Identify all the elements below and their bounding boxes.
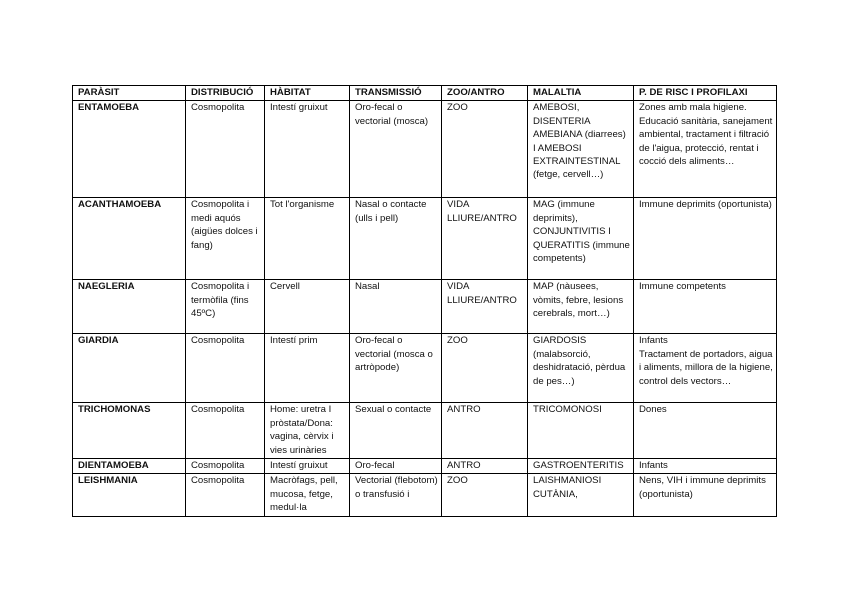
header-risc-profilaxi: P. DE RISC I PROFILAXI [634,86,777,101]
cell-malaltia: AMEBOSI, DISENTERIA AMEBIANA (diarrees) I AMEBOSI EXTRAINTESTINAL (fetge, cervell…) [528,101,634,198]
table-row [73,459,777,474]
cell-parasit: LEISHMANIA [73,474,186,516]
cell-habitat: Cervell [265,280,350,334]
cell-transmissio: Nasal [350,280,442,334]
cell-malaltia: MAP (nàusees, vòmits, febre, lesions cerebrals, mort…) [528,280,634,334]
cell-risc [634,403,777,459]
cell-zoo-antro: ZOO [442,474,528,516]
cell-habitat: Macròfags, pell, mucosa, fetge, medul·la [265,474,350,516]
header-distribucio: DISTRIBUCIÓ [186,86,265,101]
cell-malaltia: TRICOMONOSI [528,403,634,459]
cell-habitat: Home: uretra I pròstata/Dona: vagina, cèrvix i vies urinàries [265,403,350,459]
cell-parasit: GIARDIA [73,334,186,403]
header-malaltia: MALALTIA [528,86,634,101]
cell-parasit: NAEGLERIA [73,280,186,334]
cell-distribucio: Cosmopolita [186,334,265,403]
cell-malaltia: LAISHMANIOSI CUTÀNIA, [528,474,634,516]
risc-line: Zones amb mala higiene. Educació sanitària, sanejament ambiental, tractament i filtració de l'aigua, protecció, rentat i cocció dels aliments… [639,102,773,168]
risc-line: Tractament de portadors, aigua i aliments, millora de la higiene, control dels vectors… [639,348,773,387]
cell-malaltia: MAG (immune deprimits), CONJUNTIVITIS I QUERATITIS (immune competents) [528,198,634,280]
cell-transmissio: Oro-fecal o vectorial (mosca o artròpode) [350,334,442,403]
cell-transmissio: Oro-fecal [350,459,442,474]
cell-risc [634,459,777,474]
cell-habitat: Tot l'organisme [265,198,350,280]
cell-transmissio: Vectorial (flebotom) o transfusió i [350,474,442,516]
risc-line: Immune deprimits (oportunista) [639,199,772,211]
risc-line: Infants [639,335,668,347]
cell-transmissio: Nasal o contacte (ulls i pell) [350,198,442,280]
risc-line: Infants [639,460,668,472]
header-row [73,86,777,101]
cell-distribucio: Cosmopolita [186,474,265,516]
table-row [73,101,777,198]
table-row [73,334,777,403]
header-zoo-antro: ZOO/ANTRO [442,86,528,101]
table-row [73,474,777,516]
cell-transmissio: Sexual o contacte [350,403,442,459]
cell-parasit: TRICHOMONAS [73,403,186,459]
cell-distribucio: Cosmopolita i termòfila (fins 45ºC) [186,280,265,334]
cell-zoo-antro: ANTRO [442,459,528,474]
parasite-table [72,85,777,517]
cell-zoo-antro: ZOO [442,334,528,403]
cell-risc [634,474,777,516]
cell-zoo-antro: ANTRO [442,403,528,459]
cell-risc [634,334,777,403]
header-transmissio: TRANSMISSIÓ [350,86,442,101]
cell-distribucio: Cosmopolita [186,101,265,198]
cell-zoo-antro: ZOO [442,101,528,198]
cell-distribucio: Cosmopolita [186,459,265,474]
cell-risc [634,101,777,198]
cell-malaltia: GIARDOSIS (malabsorció, deshidratació, pèrdua de pes…) [528,334,634,403]
table-row [73,280,777,334]
header-habitat: HÀBITAT [265,86,350,101]
risc-line: Dones [639,404,667,416]
cell-parasit: ENTAMOEBA [73,101,186,198]
cell-parasit: ACANTHAMOEBA [73,198,186,280]
cell-risc [634,198,777,280]
cell-malaltia: GASTROENTERITIS [528,459,634,474]
cell-parasit: DIENTAMOEBA [73,459,186,474]
cell-risc [634,280,777,334]
cell-transmissio: Oro-fecal o vectorial (mosca) [350,101,442,198]
cell-distribucio: Cosmopolita i medi aquós (aigües dolces i fang) [186,198,265,280]
cell-habitat: Intestí gruixut [265,101,350,198]
cell-habitat: Intestí gruixut [265,459,350,474]
cell-distribucio: Cosmopolita [186,403,265,459]
cell-habitat: Intestí prim [265,334,350,403]
table-row [73,403,777,459]
table-row [73,198,777,280]
cell-zoo-antro: VIDA LLIURE/ANTRO [442,280,528,334]
header-parasit: PARÀSIT [73,86,186,101]
risc-line: Immune competents [639,281,726,293]
cell-zoo-antro: VIDA LLIURE/ANTRO [442,198,528,280]
risc-line: Nens, VIH i immune deprimits (oportunista) [639,475,766,500]
